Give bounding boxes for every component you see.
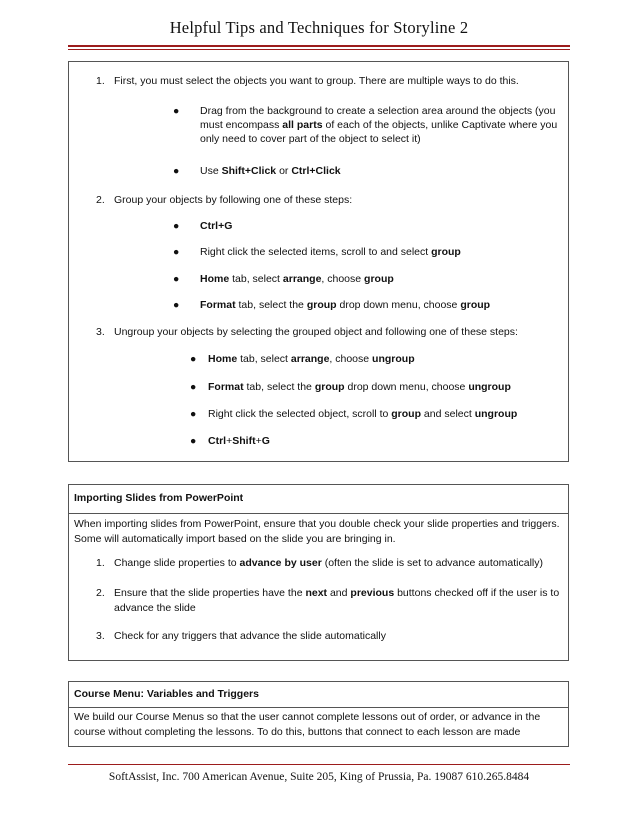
page-footer: SoftAssist, Inc. 700 American Avenue, Suite 205, King of Prussia, Pa. 19087 610.265.8484 — [108, 771, 530, 783]
bullet-icon: ● — [190, 435, 197, 447]
bullet-icon: ● — [173, 105, 180, 117]
bullet-text: Home tab, select arrange, choose group — [200, 273, 394, 285]
bullet-icon: ● — [173, 246, 180, 258]
step-text: Change slide properties to advance by user (often the slide is set to advance automatically) — [114, 557, 543, 569]
bullet-icon: ● — [190, 381, 197, 393]
bullet-icon: ● — [173, 273, 180, 285]
step-number: 1. — [96, 75, 105, 87]
step-number: 1. — [96, 557, 105, 569]
step-number: 3. — [96, 630, 105, 642]
section-title-row — [69, 682, 568, 708]
bullet-text: Format tab, select the group drop down menu, choose ungroup — [208, 381, 511, 393]
section-intro: We build our Course Menus so that the user cannot complete lessons out of order, or advance in the course without completing the lessons. To do this, buttons that connect to each lesson are made — [74, 711, 541, 738]
bullet-icon: ● — [173, 299, 180, 311]
step-text: First, you must select the objects you want to group. There are multiple ways to do this. — [114, 75, 519, 87]
bullet-text: Ctrl+G — [200, 220, 233, 232]
bullet-text: Ctrl+Shift+G — [208, 435, 270, 447]
step-text: Group your objects by following one of these steps: — [114, 194, 353, 206]
bullet-text: Right click the selected items, scroll to and select group — [200, 246, 461, 258]
footer-rule — [68, 764, 570, 765]
section-title: Course Menu: Variables and Triggers — [74, 688, 259, 700]
bullet-icon: ● — [190, 353, 197, 365]
section-title-row — [69, 485, 568, 514]
bullet-text: Format tab, select the group drop down menu, choose group — [200, 299, 491, 311]
step-number: 2. — [96, 587, 105, 599]
bullet-icon: ● — [190, 408, 197, 420]
grouping-steps-box — [68, 61, 569, 462]
course-menu-box — [68, 681, 569, 747]
step-number: 2. — [96, 194, 105, 206]
importing-slides-box — [68, 484, 569, 661]
section-title: Importing Slides from PowerPoint — [74, 492, 244, 504]
step-number: 3. — [96, 326, 105, 338]
bullet-icon: ● — [173, 165, 180, 177]
page-header-title: Helpful Tips and Techniques for Storyline 2 — [169, 18, 469, 37]
header-rule — [68, 45, 570, 47]
step-text: Ungroup your objects by selecting the grouped object and following one of these steps: — [114, 326, 518, 338]
header-rule-thin — [68, 49, 570, 50]
step-text: Ensure that the slide properties have the next and previous buttons checked off if the user is to advance the slide — [114, 587, 560, 614]
step-text: Check for any triggers that advance the slide automatically — [114, 630, 386, 642]
bullet-text: Use Shift+Click or Ctrl+Click — [200, 165, 341, 177]
bullet-text: Drag from the background to create a selection area around the objects (you must encompass all parts of each of the objects, unlike Captivate where you only need to cover part of the object to select it) — [200, 105, 558, 145]
section-intro: When importing slides from PowerPoint, ensure that you double check your slide properties and triggers. Some will automatically import based on the slide you are bringing in. — [74, 518, 560, 545]
bullet-text: Home tab, select arrange, choose ungroup — [208, 353, 415, 365]
bullet-text: Right click the selected object, scroll to group and select ungroup — [208, 408, 518, 420]
bullet-icon: ● — [173, 220, 180, 232]
